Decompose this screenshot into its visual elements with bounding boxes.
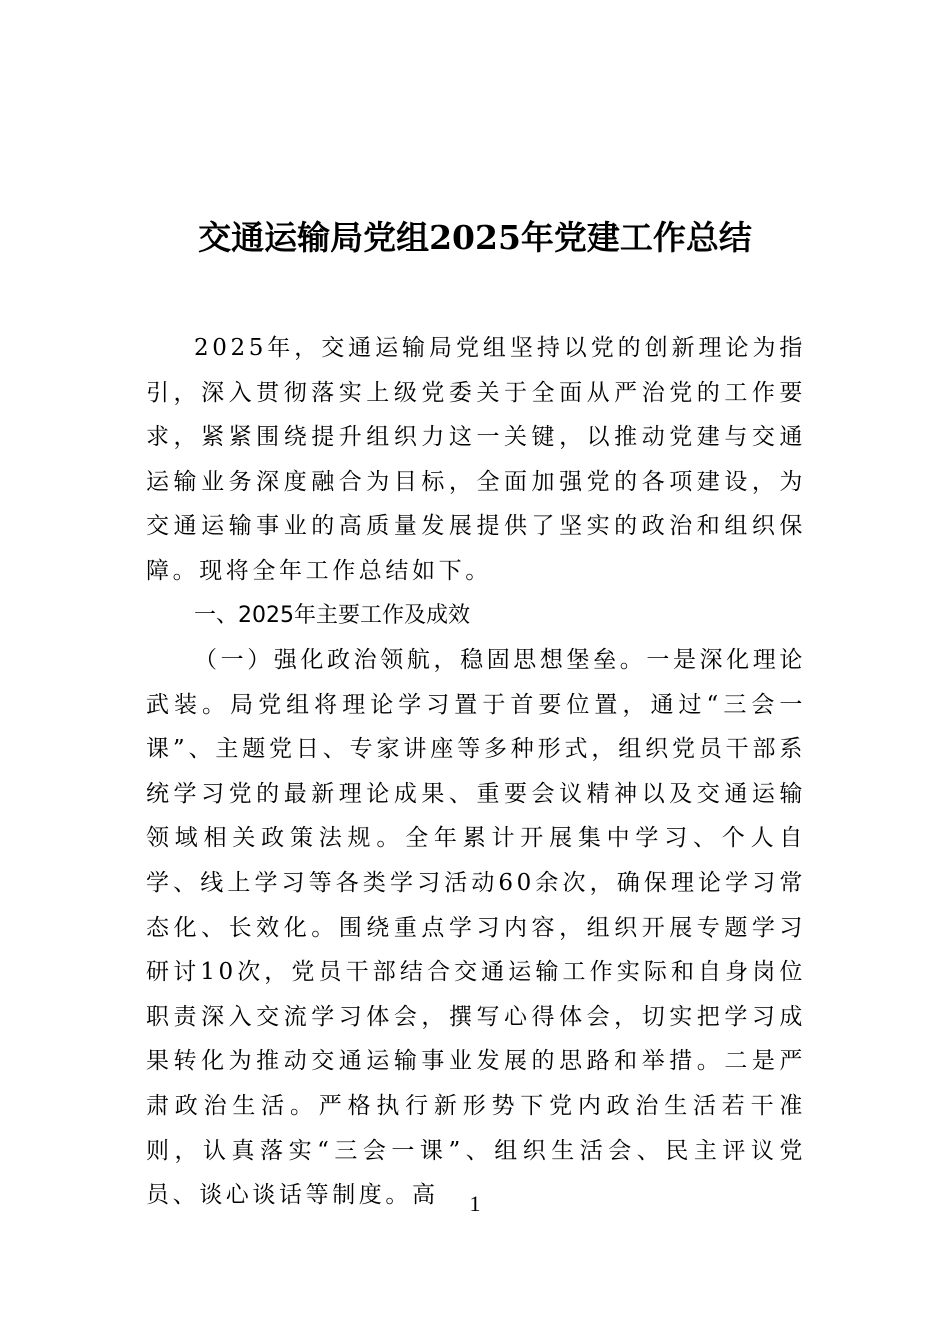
page-number: 1 [469,1191,481,1216]
document-title: 交通运输局党组2025年党建工作总结 [198,218,752,258]
section-paragraph: （一）强化政治领航，稳固思想堡垒。一是深化理论武装。局党组将理论学习置于首要位置，通过“三会一课”、主题党日、专家讲座等多种形式，组织党员干部系统学习党的最新理论成果、重要会议精神以及交通运输领域相关政策法规。全年累计开展集中学习、个人自学、线上学习等各类学习活动60余次，确保理论学习常态化、长效化。围绕重点学习内容，组织开展专题学习研讨10次，党员干部结合交通运输工作实际和自身岗位职责深入交流学习体会，撰写心得体会，切实把学习成果转化为推动交通运输事业发展的思路和举措。二是严肃政治生活。严格执行新形势下党内政治生活若干准则，认真落实“三会一课”、组织生活会、民主评议党员、谈心谈话等制度。高 [146,647,806,1209]
intro-paragraph: 2025年，交通运输局党组坚持以党的创新理论为指引，深入贯彻落实上级党委关于全面从严治党的工作要求，紧紧围绕提升组织力这一关键，以推动党建与交通运输业务深度融合为目标，全面加强党的各项建设，为交通运输事业的高质量发展提供了坚实的政治和组织保障。现将全年工作总结如下。 [146,335,806,584]
section-heading: 一、2025年主要工作及成效 [194,603,470,628]
